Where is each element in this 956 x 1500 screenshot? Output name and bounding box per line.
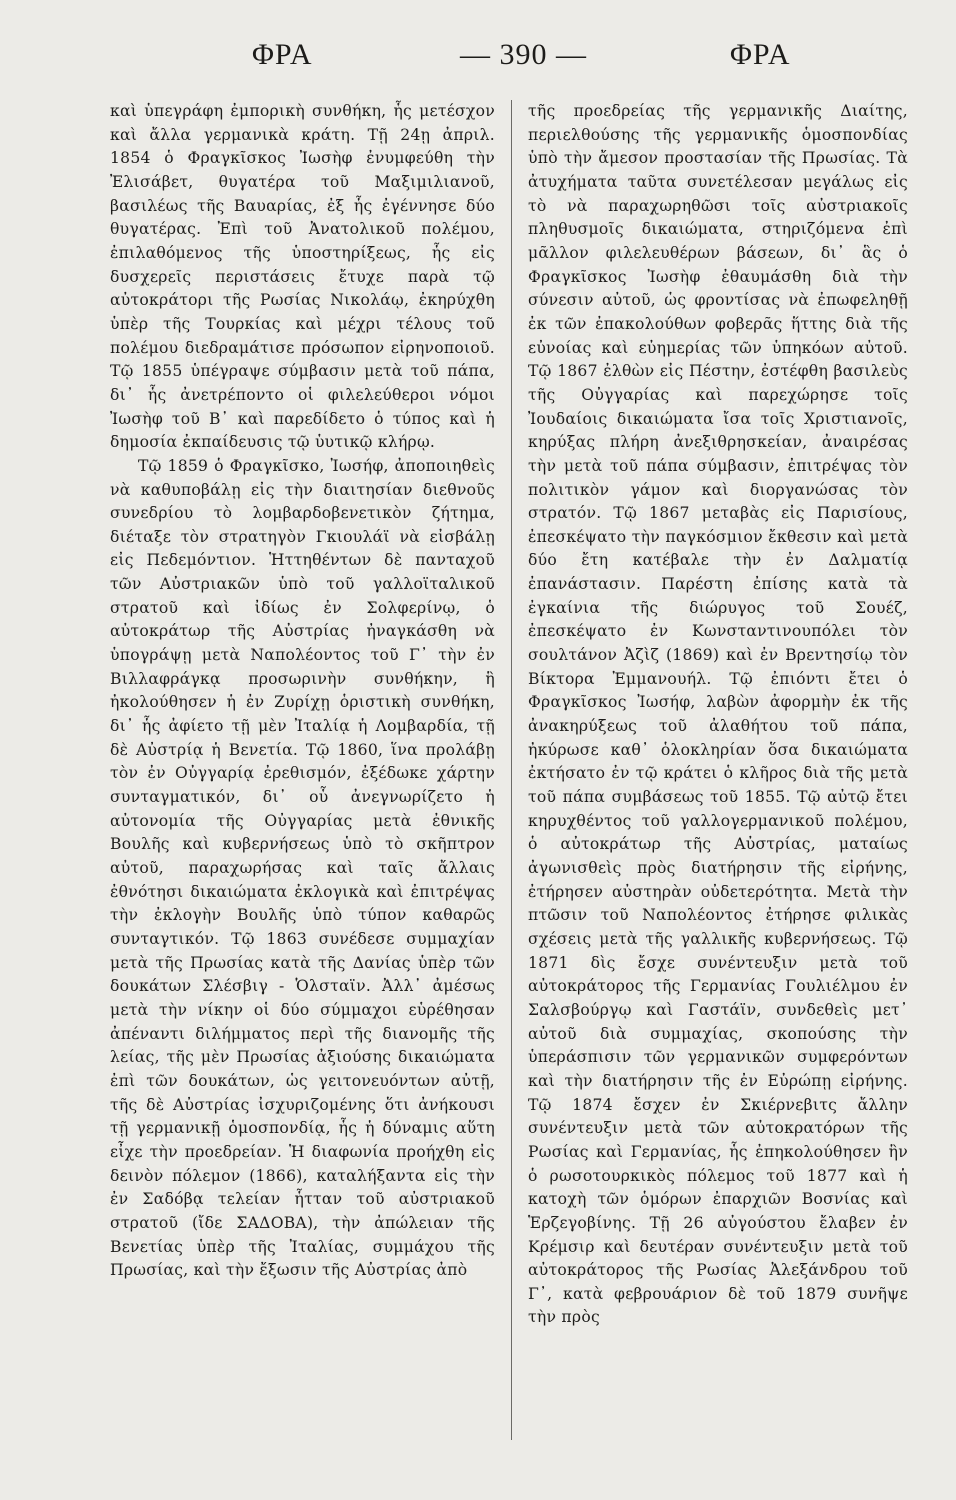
page-number: — 390 —	[460, 38, 587, 71]
page-header	[0, 38, 956, 88]
running-head-left: ΦΡΑ	[252, 38, 313, 71]
paragraph: Τῷ 1859 ὁ Φραγκῖσκο, Ἰωσήφ, ἀποποιηθεὶς νὰ καθυποβάλῃ εἰς τὴν διαιτησίαν διεθνοῦς συνεδρίου τὸ λομβαρδοβενετικὸν ζήτημα, διέταξε τὸν στρατηγὸν Γκιουλάϊ νὰ εἰσβάλῃ εἰς Πεδεμόντιον. Ἡττηθέντων δὲ πανταχοῦ τῶν Αὐστριακῶν ὑπὸ τοῦ γαλλοϊταλικοῦ στρατοῦ καὶ ἰδίως ἐν Σολφερίνῳ, ὁ αὐτοκράτωρ τῆς Αὐστρίας ἠναγκάσθη νὰ ὑπογράψῃ μετὰ Ναπολέοντος τοῦ Γ᾽ τὴν ἐν Βιλλαφράγκᾳ προσωρινὴν συνθήκην, ἣ ἠκολούθησεν ἡ ἐν Ζυρίχῃ ὁριστικὴ συνθήκη, δι᾽ ἧς ἀφίετο τῇ μὲν Ἰταλίᾳ ἡ Λομβαρδία, τῇ δὲ Αὐστρίᾳ ἡ Βενετία. Τῷ 1860, ἵνα προλάβῃ τὸν ἐν Οὐγγαρίᾳ ἐρεθισμόν, ἐξέδωκε χάρτην συνταγματικόν, δι᾽ οὗ ἀνεγνωρίζετο ἡ αὐτονομία τῆς Οὐγγαρίας μετὰ ἐθνικῆς Βουλῆς καὶ κυβερνήσεως ὑπὸ τὸ σκῆπτρον αὐτοῦ, παραχωρήσας καὶ ταῖς ἄλλαις ἐθνότησι δικαιώματα ἐκλογικὰ καὶ ἐπιτρέψας τὴν ἐκλογὴν Βουλῆς ὑπὸ τύπον καθαρῶς συνταγτικόν. Τῷ 1863 συνέδεσε συμμαχίαν μετὰ τῆς Πρωσίας κατὰ τῆς Δανίας ὑπὲρ τῶν δουκάτων Σλέσβιγ - Ὁλσταϊν. Ἀλλ᾽ ἀμέσως μετὰ τὴν νίκην οἱ δύο σύμμαχοι εὑρέθησαν ἀπέναντι διλήμματος περὶ τῆς διανομῆς τῆς λείας, τῆς μὲν Πρωσίας ἀξιούσης δικαιώματα ἐπὶ τῶν δουκάτων, ὡς γειτονευόντων αὐτῇ, τῆς δὲ Αὐστρίας ἰσχυριζομένης ὅτι ἀνήκουσι τῇ γερμανικῇ ὁμοσπονδίᾳ, ἧς ἡ δύναμις αὕτη εἶχε τὴν προεδρείαν. Ἡ διαφωνία προήχθη εἰς δεινὸν πόλεμον (1866), καταλήξαντα εἰς τὴν ἐν Σαδόβᾳ τελείαν ἧτταν τοῦ αὐστριακοῦ στρατοῦ (ἴδε ΣΑΔΟΒΑ), τὴν ἀπώλειαν τῆς Βενετίας ὑπὲρ τῆς Ἰταλίας, συμμάχου τῆς Πρωσίας, καὶ τὴν ἔξωσιν τῆς Αὐστρίας ἀπὸ	[110, 456, 495, 1280]
paragraph: τῆς προεδρείας τῆς γερμανικῆς Διαίτης, περιελθούσης τῆς γερμανικῆς ὁμοσπονδίας ὑπὸ τὴν ἄμεσον προστασίαν τῆς Πρωσίας. Τὰ ἀτυχήματα ταῦτα συνετέλεσαν μεγάλως εἰς τὸ νὰ παραχωρηθῶσι τοῖς αὐστριακοῖς πληθυσμοῖς δικαιώματα, στηριζόμενα ἐπὶ μᾶλλον φιλελευθέρων βάσεων, δι᾽ ἃς ὁ Φραγκῖσκος Ἰωσὴφ ἐθαυμάσθη διὰ τὴν σύνεσιν αὐτοῦ, ὡς φροντίσας νὰ ἐπωφεληθῇ ἐκ τῶν ἐπακολούθων φοβερᾶς ἥττης διὰ τῆς εὐνοίας καὶ εὐημερίας τῶν ὑπηκόων αὐτοῦ. Τῷ 1867 ἐλθὼν εἰς Πέστην, ἐστέφθη βασιλεὺς τῆς Οὐγγαρίας καὶ παρεχώρησε τοῖς Ἰουδαίοις δικαιώματα ἴσα τοῖς Χριστιανοῖς, κηρύξας πλήρη ἀνεξιθρησκείαν, ἀναιρέσας τὴν μετὰ τοῦ πάπα σύμβασιν, ἐπιτρέψας τὸν πολιτικὸν γάμον καὶ διοργανώσας τὸν στρατόν. Τῷ 1867 μεταβὰς εἰς Παρισίους, ἐπεσκέψατο τὴν παγκόσμιον ἔκθεσιν καὶ μετὰ δύο ἔτη κατέβαλε τὴν ἐν Δαλματίᾳ ἐπανάστασιν. Παρέστη ἐπίσης κατὰ τὰ ἐγκαίνια τῆς διώρυγος τοῦ Σουέζ, ἐπεσκέψατο ἐν Κωνσταντινουπόλει τὸν σουλτάνον Ἀζὶζ (1869) καὶ ἐν Βρεντησίῳ τὸν Βίκτορα Ἐμμανουήλ. Τῷ ἐπιόντι ἔτει ὁ Φραγκῖσκος Ἰωσήφ, λαβὼν ἀφορμὴν ἐκ τῆς ἀνακηρύξεως τοῦ ἀλαθήτου τοῦ πάπα, ἠκύρωσε καθ᾽ ὁλοκληρίαν ὅσα δικαιώματα ἐκτήσατο ἐν τῷ κράτει ὁ κλῆρος διὰ τῆς μετὰ τοῦ πάπα συμβάσεως τοῦ 1855. Τῷ αὐτῷ ἔτει κηρυχθέντος τοῦ γαλλογερμανικοῦ πολέμου, ὁ αὐτοκράτωρ τῆς Αὐστρίας, ματαίως ἀγωνισθεὶς πρὸς διατήρησιν τῆς εἰρήνης, ἐτήρησεν αὐστηρὰν οὐδετερότητα. Μετὰ τὴν πτῶσιν τοῦ Ναπολέοντος ἐτήρησε φιλικὰς σχέσεις μετὰ τῆς γαλλικῆς κυβερνήσεως. Τῷ 1871 δὶς ἔσχε συνέντευξιν μετὰ τοῦ αὐτοκράτορος τῆς Γερμανίας Γουλιέλμου ἐν Σαλσβούργῳ καὶ Γαστάϊν, συνδεθεὶς μετ᾽ αὐτοῦ διὰ συμμαχίας, σκοπούσης τὴν ὑπεράσπισιν τῶν γερμανικῶν συμφερόντων καὶ τὴν διατήρησιν τῆς ἐν Εὐρώπῃ εἰρήνης. Τῷ 1874 ἔσχεν ἐν Σκιέρνεβιτς ἄλλην συνέντευξιν μετὰ τῶν αὐτοκρατόρων τῆς Ρωσίας καὶ Γερμανίας, ἧς ἐπηκολούθησεν ἣν ὁ ρωσοτουρκικὸς πόλεμος τοῦ 1877 καὶ ἡ κατοχὴ τῶν ὁμόρων ἐπαρχιῶν Βοσνίας καὶ Ἑρζεγοβίνης. Τῇ 26 αὐγούστου ἔλαβεν ἐν Κρέμσιρ καὶ δευτέραν συνέντευξιν μετὰ τοῦ αὐτοκράτορος τῆς Ρωσίας Ἀλεξάνδρου τοῦ Γ᾽, κατὰ φεβρουάριον δὲ τοῦ 1879 συνῆψε τὴν πρὸς	[528, 102, 908, 1327]
right-column	[528, 100, 908, 1330]
left-column	[110, 100, 495, 1283]
running-head-right: ΦΡΑ	[730, 38, 791, 71]
paragraph: καὶ ὑπεγράφη ἐμπορικὴ συνθήκη, ἧς μετέσχον καὶ ἄλλα γερμανικὰ κράτη. Τῇ 24ῃ ἀπριλ. 1854 ὁ Φραγκῖσκος Ἰωσὴφ ἐνυμφεύθη τὴν Ἐλισάβετ, θυγατέρα τοῦ Μαξιμιλιανοῦ, βασιλέως τῆς Βαυαρίας, ἐξ ἧς ἐγέννησε δύο θυγατέρας. Ἐπὶ τοῦ Ἀνατολικοῦ πολέμου, ἐπιλαθόμενος τῆς ὑποστηρίξεως, ἧς εἰς δυσχερεῖς περιστάσεις ἔτυχε παρὰ τῷ αὐτοκράτορι τῆς Ρωσίας Νικολάῳ, ἐκηρύχθη ὑπὲρ τῆς Τουρκίας καὶ μέχρι τέλους τοῦ πολέμου διεδραμάτισε πρόσωπον εἰρηνοποιοῦ. Τῷ 1855 ὑπέγραψε σύμβασιν μετὰ τοῦ πάπα, δι᾽ ἧς ἀνετρέποντο οἱ φιλελεύθεροι νόμοι Ἰωσὴφ τοῦ Β᾽ καὶ παρεδίδετο ὁ τύπος καὶ ἡ δημοσία ἐκπαίδευσις τῷ ὑυτικῷ κλήρῳ.	[110, 102, 495, 452]
column-divider	[511, 100, 512, 1440]
